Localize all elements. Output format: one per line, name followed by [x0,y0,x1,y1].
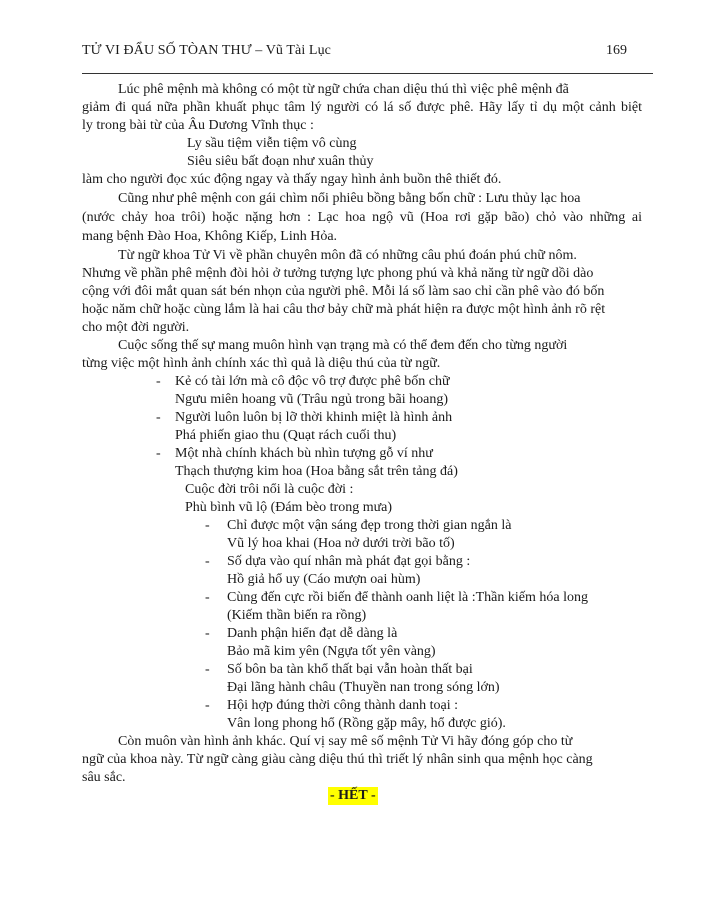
list-item-example: Bảo mã kim yên (Ngựa tốt yên vàng) [227,644,436,659]
text-line: Nhưng về phần phê mệnh đòi hỏi ở tưởng tượng lực phong phú và khả năng từ ngữ dồi dào [82,266,594,281]
text-line: giảm đi quá nữa phần khuất phục tâm lý người có lá số được phê. Hãy lấy tỉ dụ một cảnh biệt [82,100,642,115]
text-line: từng việc một hình ảnh chính xác thì quả là diệu thú của từ ngữ. [82,356,441,371]
end-marker: - HẾT - [330,788,376,803]
list-dash: - [156,410,161,425]
page-header [82,42,627,62]
text-line: cộng với đôi mắt quan sát bén nhọn của người phê. Mỗi lá số làm sao chỉ cần phê vào đó bốn [82,284,605,299]
list-dash: - [205,554,210,569]
text-line: (nước chảy hoa trôi) hoặc nặng hơn : Lạc hoa ngộ vũ (Hoa rơi gặp bão) chỏ vào những ai [82,210,642,225]
list-item: Cùng đến cực rồi biến để thành oanh liệt là :Thần kiếm hóa long [227,590,588,605]
list-item: Danh phận hiển đạt dễ dàng là [227,626,398,641]
list-dash: - [156,446,161,461]
text-line: mang bệnh Đào Hoa, Không Kiếp, Linh Hỏa. [82,229,338,244]
list-dash: - [205,698,210,713]
verse-line: Siêu siêu bất đoạn như xuân thủy [187,154,374,169]
list-item: Số dựa vào quí nhân mà phát đạt gọi bằng : [227,554,471,569]
text-line: Cuộc đời trôi nổi là cuộc đời : [185,482,354,497]
text-line: ly trong bài từ của Âu Dương Vĩnh thục : [82,118,314,133]
text-line: cho một đời người. [82,320,190,335]
list-item-example: Hồ giả hổ uy (Cáo mượn oai hùm) [227,572,421,587]
list-item-example: Thạch thượng kim hoa (Hoa bằng sắt trên tảng đá) [175,464,458,479]
text-line: Phù bình vũ lộ (Đám bèo trong mưa) [185,500,393,515]
text-line: làm cho người đọc xúc động ngay và thấy ngay hình ảnh buồn thê thiết đó. [82,172,502,187]
list-item-example: Ngưu miên hoang vũ (Trâu ngủ trong bãi hoang) [175,392,449,407]
page-number: 169 [606,43,627,58]
list-item-example: Phá phiến giao thu (Quạt rách cuối thu) [175,428,397,443]
list-item-example: Vũ lý hoa khai (Hoa nở dưới trời bão tố) [227,536,455,551]
list-item-example: Vân long phong hổ (Rồng gặp mây, hổ được gió). [227,716,506,731]
text-line: Còn muôn vàn hình ảnh khác. Quí vị say mê số mệnh Tử Vi hãy đóng góp cho từ [118,734,573,749]
text-line: Lúc phê mệnh mà không có một từ ngữ chứa chan diệu thú thì việc phê mệnh đã [118,82,569,97]
list-dash: - [205,590,210,605]
list-dash: - [205,662,210,677]
text-line: Cũng như phê mệnh con gái chìm nổi phiêu bồng bằng bốn chữ : Lưu thủy lạc hoa [118,191,581,206]
list-dash: - [156,374,161,389]
text-line: sâu sắc. [82,770,126,785]
text-line: Từ ngữ khoa Tử Vi về phần chuyên môn đã có những câu phú đoán phú chữ nôm. [118,248,577,263]
list-item-example: Đại lãng hành châu (Thuyền nan trong sóng lớn) [227,680,500,695]
list-item: Kẻ có tài lớn mà cô độc vô trợ được phê bốn chữ [175,374,450,389]
list-item: Chỉ được một vận sáng đẹp trong thời gian ngắn là [227,518,512,533]
header-rule [82,73,653,74]
text-line: hoặc năm chữ hoặc cùng lắm là hai câu thơ bảy chữ mà phát hiện ra được một hình ảnh rõ rệt [82,302,606,317]
list-item: Hội hợp đúng thời công thành danh toại : [227,698,458,713]
text-line: ngữ của khoa này. Từ ngữ càng giàu càng diệu thú thì triết lý nhân sinh qua mệnh học càng [82,752,593,767]
book-title: TỬ VI ĐẨU SỐ TÒAN THƯ – Vũ Tài Lục [82,43,331,58]
list-item: Một nhà chính khách bù nhìn tượng gỗ ví như [175,446,433,461]
text-line: Cuộc sống thế sự mang muôn hình vạn trạng mà có thể đem đến cho từng người [118,338,568,353]
verse-line: Ly sầu tiệm viễn tiệm vô cùng [187,136,357,151]
list-item-example: (Kiếm thần biến ra rồng) [227,608,367,623]
list-dash: - [205,626,210,641]
list-item: Số bôn ba tàn khổ thất bại vẫn hoàn thất bại [227,662,473,677]
list-item: Người luôn luôn bị lỡ thời khinh miệt là hình ảnh [175,410,453,425]
list-dash: - [205,518,210,533]
